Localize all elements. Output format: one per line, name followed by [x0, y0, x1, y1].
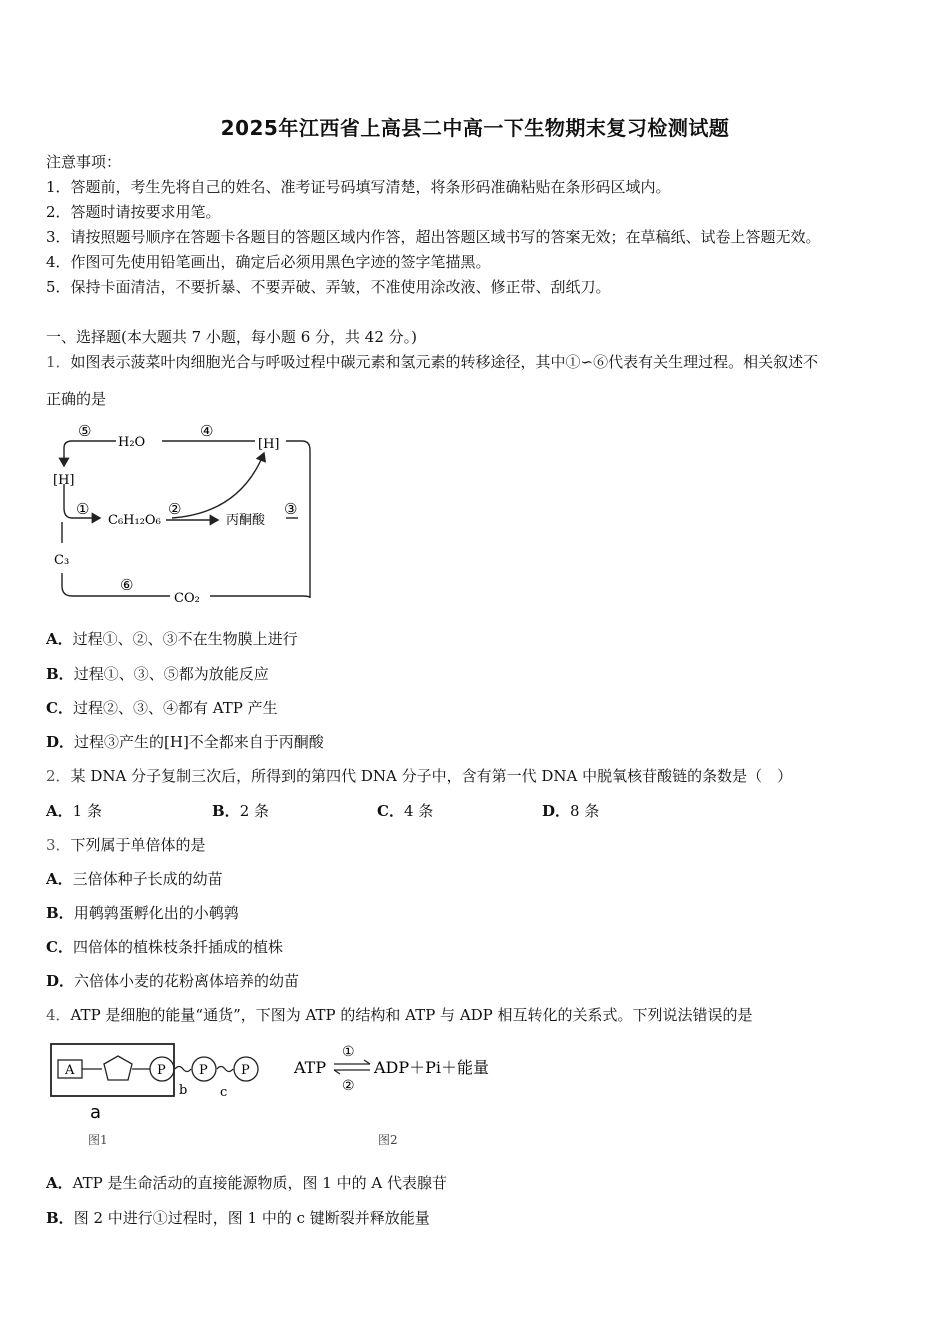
question-number: 1．: [46, 353, 71, 371]
process-5-label: ⑤: [78, 422, 92, 440]
question-4-stem: [46, 1005, 753, 1025]
arrow-process-5: [64, 441, 116, 466]
q1-option-d[interactable]: [46, 732, 324, 752]
option-text: ATP 是生命活动的直接能源物质，图 1 中的 A 代表腺苷: [72, 1174, 447, 1192]
process-1-label: ①: [342, 1044, 355, 1060]
option-text: 过程①、③、⑤都为放能反应: [73, 665, 269, 683]
atp-adp-conversion-figure: [290, 1040, 520, 1152]
option-letter: C．: [46, 699, 73, 717]
adp-products-label: ADP＋Pi＋能量: [374, 1058, 490, 1077]
option-text: 六倍体小麦的花粉离体培养的幼苗: [74, 972, 300, 990]
ribose-pentagon: [104, 1056, 132, 1080]
question-3-stem: [46, 835, 206, 855]
option-letter: C．: [377, 802, 404, 820]
q3-option-a[interactable]: [46, 869, 223, 889]
question-1-stem: [46, 352, 818, 372]
option-text: 4 条: [403, 802, 434, 820]
high-energy-bond-b: [175, 1067, 191, 1072]
notice-item: 3．请按照题号顺序在答题卡各题目的答题区域内作答，超出答题区域书写的答案无效；在草稿纸、试卷上答题无效。: [46, 228, 821, 246]
notice-heading: 注意事项：: [46, 153, 122, 171]
notice-item: 2．答题时请按要求用笔。: [46, 203, 221, 221]
option-letter: B．: [46, 1209, 74, 1227]
option-letter: A．: [46, 1174, 73, 1192]
q1-option-c[interactable]: [46, 698, 278, 718]
process-3-label: ③: [284, 500, 298, 518]
adenine-label: A: [65, 1063, 75, 1078]
q1-option-a[interactable]: [46, 629, 298, 649]
c3-label: C₃: [54, 553, 70, 568]
h-top-label: [H]: [258, 437, 280, 452]
option-letter: A．: [46, 802, 73, 820]
question-number: 2．: [46, 767, 71, 785]
option-text: 过程①、②、③不在生物膜上进行: [72, 630, 298, 648]
option-letter: A．: [46, 870, 73, 888]
page-title: 2025年江西省上高县二中高一下生物期末复习检测试题: [220, 116, 730, 140]
phosphate-label: P: [157, 1063, 166, 1078]
figure-2-caption: 图2: [378, 1133, 398, 1147]
notice-item: 5．保持卡面清洁，不要折暴、不要弄破、弄皱，不准使用涂改液、修正带、刮纸刀。: [46, 278, 611, 296]
option-letter: D．: [46, 733, 75, 751]
atp-label: ATP: [294, 1058, 327, 1077]
process-2-label: ②: [168, 500, 182, 518]
bond-b-label: b: [179, 1083, 188, 1098]
q2-option-b[interactable]: [212, 801, 269, 821]
high-energy-bond-c: [217, 1067, 233, 1072]
h-left-label: [H]: [53, 473, 75, 488]
option-text: 图 2 中进行①过程时，图 1 中的 c 键断裂并释放能量: [73, 1209, 430, 1227]
section-heading: 一、选择题(本大题共 7 小题，每小题 6 分，共 42 分。): [46, 328, 417, 346]
h2o-label: H₂O: [118, 435, 146, 450]
option-text: 1 条: [72, 802, 102, 820]
question-text: 下列属于单倍体的是: [70, 836, 206, 854]
question-2-stem: [46, 766, 792, 786]
notice-item: 4．作图可先使用铅笔画出，确定后必须用黑色字迹的签字笔描黑。: [46, 253, 491, 271]
option-letter: A．: [46, 630, 73, 648]
figure-1-caption: 图1: [88, 1133, 108, 1147]
question-number: 4．: [46, 1006, 71, 1024]
option-text: 用鹌鹑蛋孵化出的小鹌鹑: [73, 904, 239, 922]
a-label: a: [90, 1102, 102, 1123]
process-1-label: ①: [76, 500, 90, 518]
question-text: ATP 是细胞的能量“通货”，下图为 ATP 的结构和 ATP 与 ADP 相互转化的关系式。下列说法错误的是: [70, 1006, 753, 1024]
q3-option-d[interactable]: [46, 971, 299, 991]
curve-to-h: [172, 453, 264, 518]
q4-option-a[interactable]: [46, 1173, 447, 1193]
option-text: 过程②、③、④都有 ATP 产生: [72, 699, 278, 717]
process-2-label: ②: [342, 1078, 355, 1094]
process-4-label: ④: [200, 422, 214, 440]
question-1-stem-cont: 正确的是: [46, 390, 107, 408]
q2-option-c[interactable]: [377, 801, 433, 821]
option-letter: D．: [46, 972, 75, 990]
option-text: 2 条: [239, 802, 269, 820]
right-loop-line: [286, 441, 310, 598]
co2-label: CO₂: [174, 591, 200, 606]
bond-c-label: c: [220, 1085, 228, 1100]
q2-option-a[interactable]: [46, 801, 102, 821]
q4-option-b[interactable]: [46, 1208, 430, 1228]
q1-option-b[interactable]: [46, 664, 269, 684]
notice-item: 1．答题前，考生先将自己的姓名、准考证号码填写清楚，将条形码准确粘贴在条形码区域内。: [46, 178, 671, 196]
process-6-label: ⑥: [120, 576, 134, 594]
question-text: 如图表示菠菜叶肉细胞光合与呼吸过程中碳元素和氢元素的转移途径，其中①∽⑥代表有关生理过程。相关叙述不: [70, 353, 819, 371]
option-text: 三倍体种子长成的幼苗: [72, 870, 223, 888]
pyruvate-label: 丙酮酸: [226, 513, 266, 528]
option-text: 过程③产生的[H]不全都来自于丙酮酸: [74, 733, 324, 751]
option-letter: B．: [212, 802, 240, 820]
q2-option-d[interactable]: [542, 801, 599, 821]
q3-option-c[interactable]: [46, 937, 283, 957]
q3-option-b[interactable]: [46, 903, 239, 923]
option-letter: D．: [542, 802, 571, 820]
glucose-label: C₆H₁₂O₆: [108, 513, 161, 528]
option-letter: C．: [46, 938, 73, 956]
phosphate-label: P: [199, 1063, 208, 1078]
question-number: 3．: [46, 836, 71, 854]
bottom-line-left: [62, 573, 170, 596]
atp-structure-figure: [46, 1040, 276, 1152]
carbon-hydrogen-pathway-diagram: [50, 418, 320, 608]
phosphate-label: P: [241, 1063, 250, 1078]
question-text: 某 DNA 分子复制三次后，所得到的第四代 DNA 分子中，含有第一代 DNA 中脱氧核苷酸链的条数是（ ）: [70, 767, 793, 785]
option-text: 8 条: [570, 802, 600, 820]
option-letter: B．: [46, 665, 74, 683]
option-text: 四倍体的植株枝条扦插成的植株: [72, 938, 283, 956]
option-letter: B．: [46, 904, 74, 922]
